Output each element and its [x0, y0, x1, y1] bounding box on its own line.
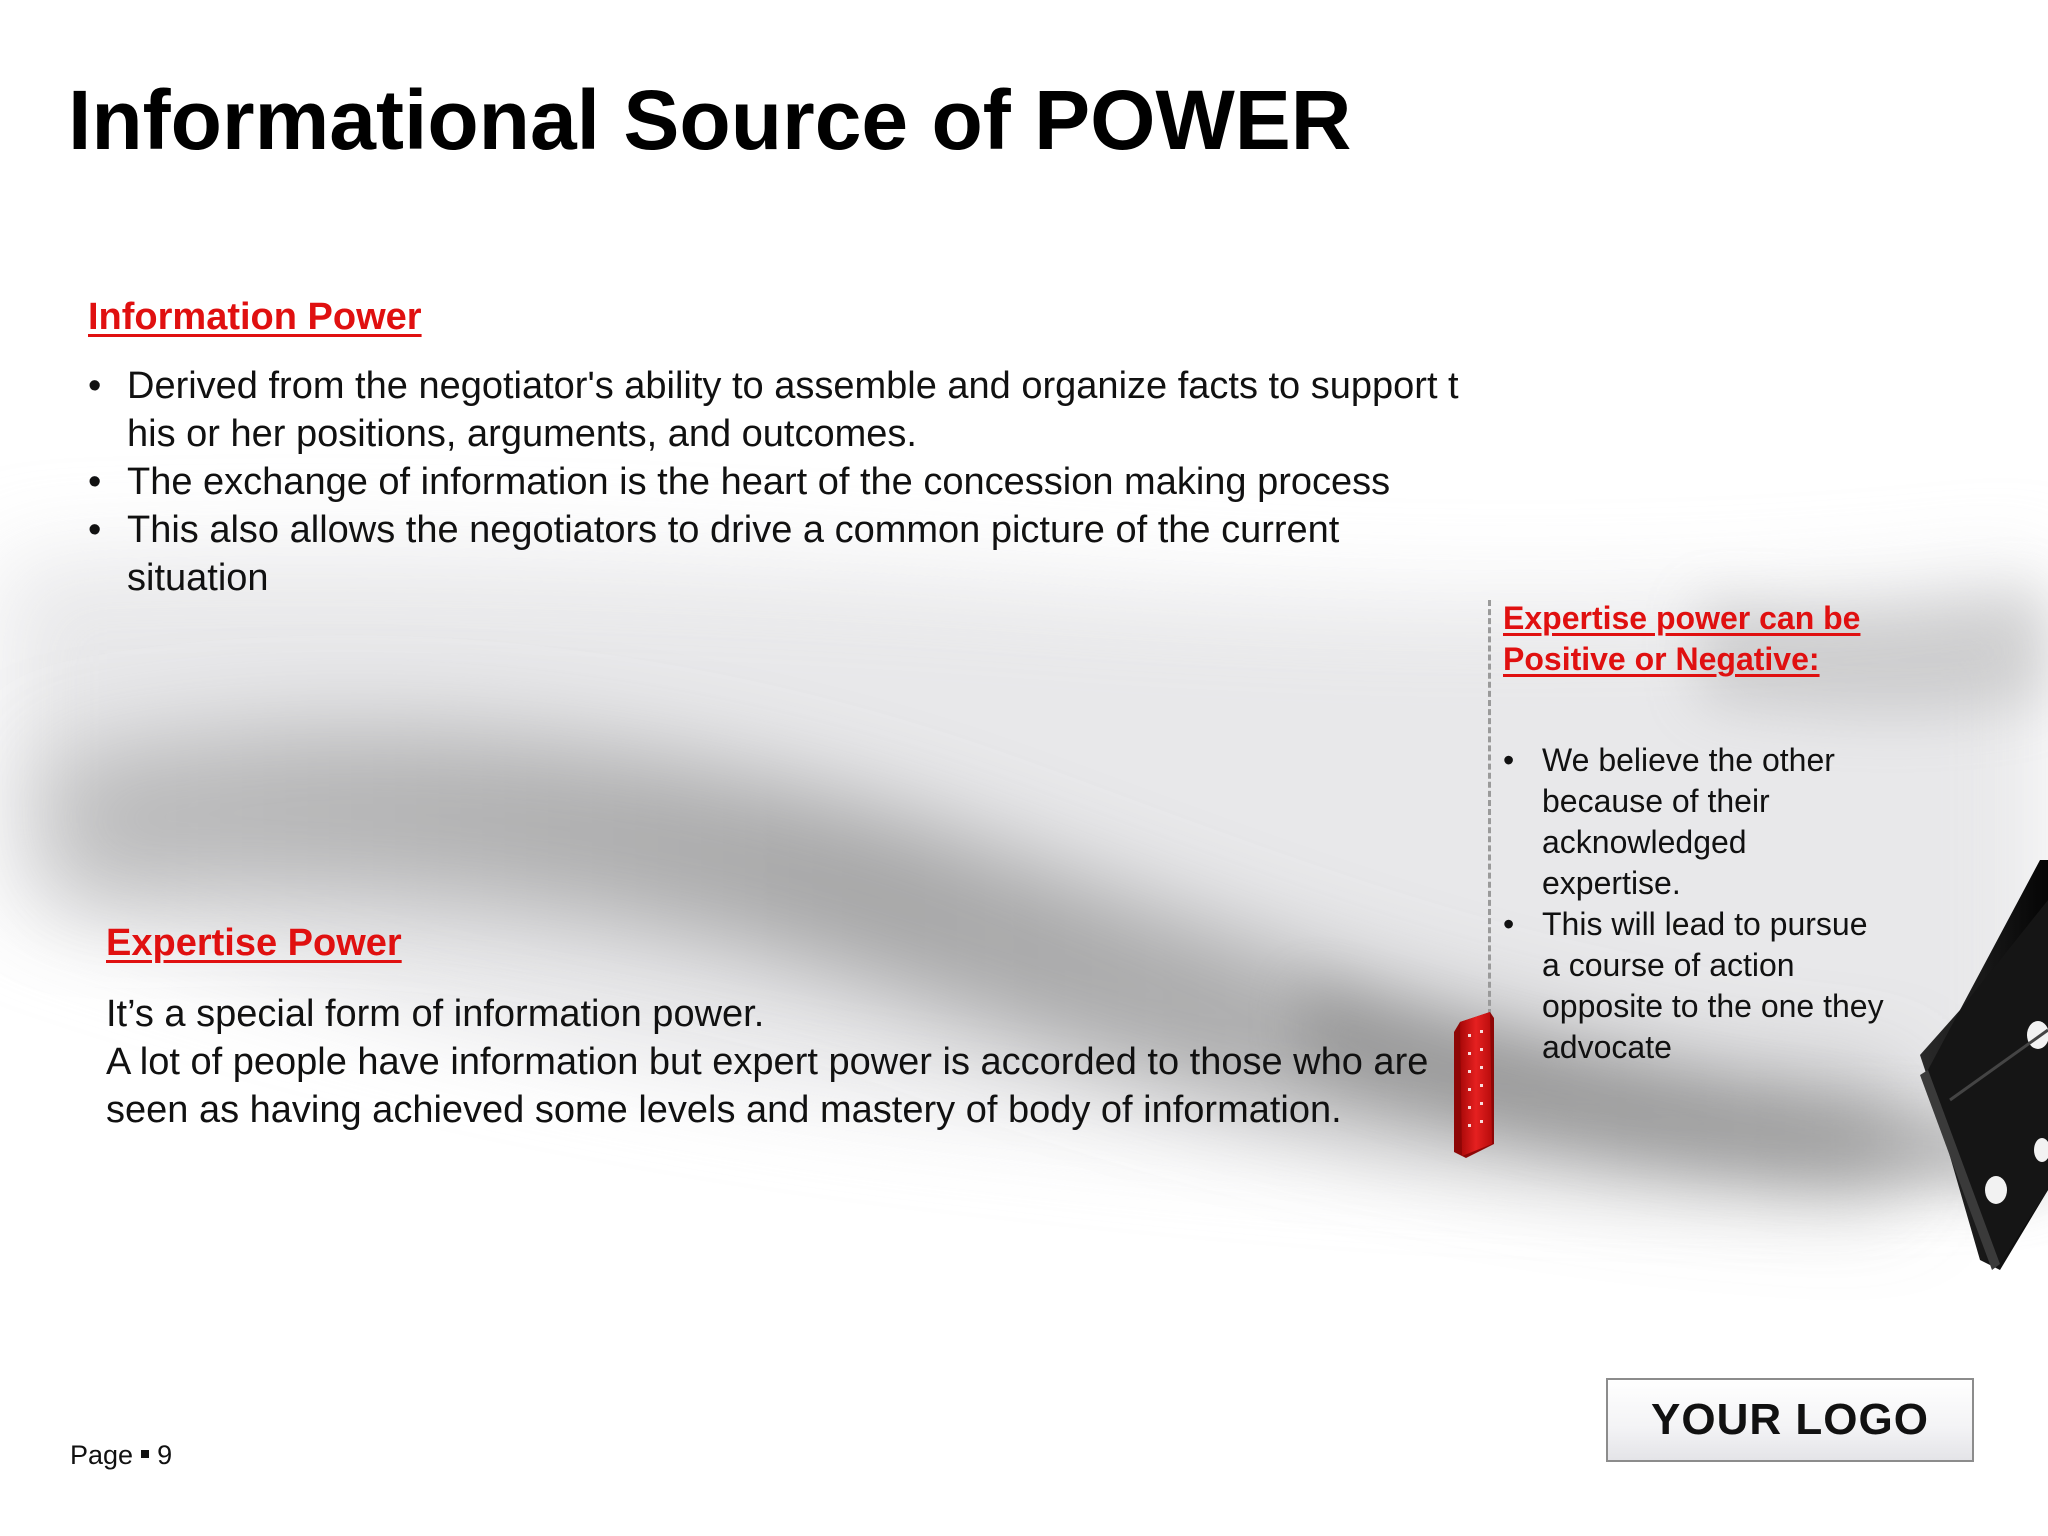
expertise-power-heading: Expertise Power — [106, 922, 402, 964]
list-item: • This will lead to pursue a course of action opposite to the one they advocate — [1503, 904, 1893, 1068]
side-note-list — [1503, 740, 1893, 1068]
logo-text: YOUR LOGO — [1651, 1395, 1929, 1444]
list-item: • Derived from the negotiator's ability to assemble and organize facts to support t his or her positions, arguments, and outcomes. — [88, 362, 1468, 458]
page-number: 9 — [157, 1440, 173, 1470]
expertise-power-text — [106, 990, 1446, 1134]
logo-placeholder — [1606, 1378, 1974, 1462]
list-item: • The exchange of information is the heart of the concession making process — [88, 458, 1468, 506]
expertise-line: A lot of people have information but expert power is accorded to those who are seen as having achieved some levels and mastery of body of information. — [106, 1041, 1429, 1131]
information-power-heading: Information Power — [88, 296, 422, 338]
black-domino-icon — [1920, 860, 2048, 1270]
side-note-heading: Expertise power can be Positive or Negative: — [1503, 600, 1861, 677]
list-item: • We believe the other because of their acknowledged expertise. — [1503, 740, 1893, 904]
square-bullet-icon — [141, 1450, 149, 1458]
expertise-line: It’s a special form of information power. — [106, 993, 765, 1035]
page-footer — [70, 1440, 172, 1471]
information-power-list — [88, 362, 1468, 602]
list-item: • This also allows the negotiators to drive a common picture of the current situation — [88, 506, 1468, 602]
slide-title: Informational Source of POWER — [68, 73, 1352, 167]
red-domino-icon — [1446, 1012, 1494, 1158]
page-label: Page — [70, 1440, 134, 1470]
